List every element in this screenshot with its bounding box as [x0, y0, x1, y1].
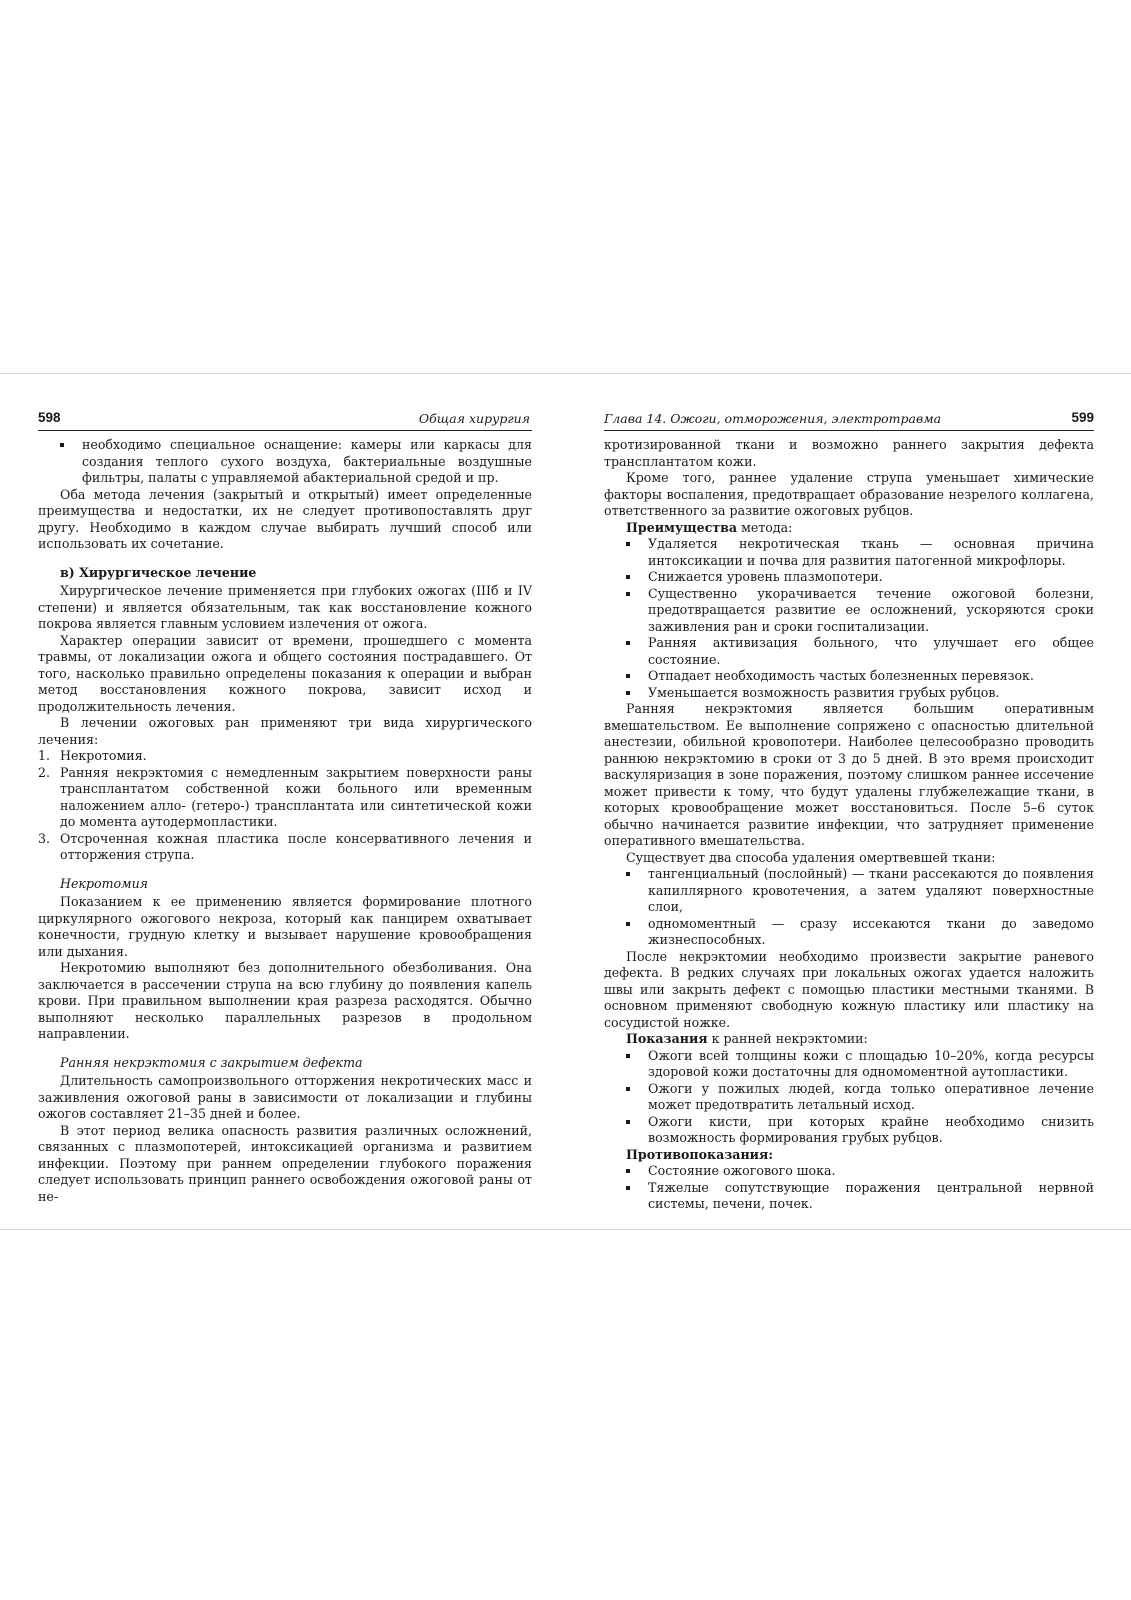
list-item: одномоментный — сразу иссекаются ткани до заведомо жизнеспособных.	[604, 916, 1094, 949]
paragraph: Кроме того, раннее удаление струпа уменьшает химические факторы воспаления, предотвращает образование незрелого коллагена, ответственного за развитие ожоговых рубцов.	[604, 470, 1094, 518]
paragraph: Ранняя некрэктомия является большим оперативным вмешательством. Ее выполнение сопряжено с опасностью длительной анестезии, обильной кровопотери. Наиболее целесообразно проводить раннюю некрэктомию в сроки от 3 до 5 дней. В это время происходит васкуляризация в зоне поражения, поэтому слишком раннее иссечение может привести к тому, что будут удалены глубжележащие ткани, в которых кровообращение может восстановиться. После 5–6 суток обычно начинается развитие инфекции, что затрудняет применение оперативного вмешательства.	[604, 701, 1094, 848]
numbered-item: 1. Некротомия.	[38, 748, 147, 763]
indications-list	[604, 1048, 1094, 1147]
list-item: Уменьшается возможность развития грубых рубцов.	[604, 685, 1094, 702]
right-running-header	[604, 410, 1094, 431]
paragraph: Длительность самопроизвольного отторжения некротических масс и заживления ожоговой раны в зависимости от локализации и глубины ожогов составляет 21–35 дней и более.	[38, 1073, 532, 1121]
numbered-item: 2. Ранняя некрэктомия с немедленным закрытием поверхности раны трансплантатом собственной кожи больного или временным наложением алло- (гетеро-) трансплантата или синтетической кожи до момента аутодермопластики.	[38, 764, 532, 829]
list-item: Ранняя активизация больного, что улучшает его общее состояние.	[604, 635, 1094, 668]
page-number-left: 598	[38, 410, 61, 425]
paragraph: Оба метода лечения (закрытый и открытый) имеет определенные преимущества и недостатки, их не следует противопоставлять друг другу. Необходимо в каждом случае выбирать лучший способ или использовать их сочетание.	[38, 486, 532, 551]
list-item: Удаляется некротическая ткань — основная причина интоксикации и почва для развития патогенной микрофлоры.	[604, 536, 1094, 569]
list-item: Снижается уровень плазмопотери.	[604, 569, 1094, 586]
subsection-heading: Некротомия	[60, 875, 149, 891]
paragraph: После некрэктомии необходимо произвести закрытие раневого дефекта. В редких случаях при локальных ожогах удается наложить швы или закрыть дефект с помощью пластики местными тканями. В основном применяют свободную кожную пластику или пластику на сосудистой ножке.	[604, 948, 1094, 1030]
ways-list	[604, 866, 1094, 949]
running-title-right: Глава 14. Ожоги, отморожения, электротравма	[604, 411, 942, 426]
list-item: Отпадает необходимость частых болезненных перевязок.	[604, 668, 1094, 685]
list-item: Ожоги у пожилых людей, когда только оперативное лечение может предотвратить летальный исход.	[604, 1081, 1094, 1114]
paragraph: Некротомию выполняют без дополнительного обезболивания. Она заключается в рассечении струпа на всю глубину до появления капель крови. При правильном выполнении края разреза расходятся. Обычно выполняют несколько параллельных разрезов в продольном направлении.	[38, 960, 532, 1041]
left-page-text	[38, 437, 532, 1205]
paragraph: Существует два способа удаления омертвевшей ткани:	[626, 849, 996, 865]
list-item: Существенно укорачивается течение ожоговой болезни, предотвращается развитие ее осложнений, ускоряются сроки заживления ран и сроки госпитализации.	[604, 586, 1094, 636]
paragraph: Характер операции зависит от времени, прошедшего с момента травмы, от локализации ожога и общего состояния пострадавшего. От того, насколько правильно определены показания к операции и выбран метод восстановления кожного покрова, зависит исход и продолжительность лечения.	[38, 632, 532, 714]
list-item: Ожоги всей толщины кожи с площадью 10–20%, когда ресурсы здоровой кожи достаточны для одномоментной аутопластики.	[604, 1048, 1094, 1081]
bullet-equipment: необходимо специальное оснащение: камеры или каркасы для создания теплого сухого воздуха, бактериальные воздушные фильтры, палаты с управляемой абактериальной средой и пр.	[38, 437, 532, 487]
numbered-item: 3. Отсроченная кожная пластика после консервативного лечения и отторжения струпа.	[38, 830, 532, 862]
subsection-heading: Ранняя некрэктомия с закрытием дефекта	[60, 1054, 363, 1070]
paragraph: Показанием к ее применению является формирование плотного циркулярного ожогового некроза, который как панцирем охватывает конечности, грудную клетку и вызывает нарушение кровообращения или дыхания.	[38, 894, 532, 959]
list-item: тангенциальный (послойный) — ткани рассекаются до появления капиллярного кровотечения, а затем удаляют поверхностные слои,	[604, 866, 1094, 916]
advantages-list	[604, 536, 1094, 701]
paragraph: В лечении ожоговых ран применяют три вида хирургического лечения:	[38, 715, 532, 747]
paragraph: Хирургическое лечение применяется при глубоких ожогах (IIIб и IV степени) и является обязательным, так как восстановление кожного покрова является главным условием излечения от ожога.	[38, 583, 532, 631]
label-indications: Показания к ранней некрэктомии:	[626, 1031, 868, 1046]
right-page-text	[604, 437, 1094, 1213]
book-spread	[0, 373, 1131, 1230]
left-running-header	[38, 410, 532, 431]
numbered-list	[38, 748, 532, 864]
label-advantages: Преимущества метода:	[626, 519, 793, 535]
running-title-left: Общая хирургия	[418, 411, 530, 426]
page-number-right: 599	[1071, 410, 1094, 425]
contraindications-list	[604, 1163, 1094, 1213]
list-item: Ожоги кисти, при которых крайне необходимо снизить возможность формирования грубых рубцов.	[604, 1114, 1094, 1147]
paragraph: кротизированной ткани и возможно раннего закрытия дефекта трансплантатом кожи.	[604, 437, 1094, 469]
paragraph: В этот период велика опасность развития различных осложнений, связанных с плазмопотерей, интоксикацией организма и развитием инфекции. Поэтому при раннем определении глубокого поражения следует использовать принцип раннего освобождения ожоговой раны от не-	[38, 1122, 532, 1204]
section-heading: в) Хирургическое лечение	[60, 564, 257, 580]
label-contraindications: Противопоказания:	[626, 1146, 773, 1162]
list-item: Состояние ожогового шока.	[604, 1163, 1094, 1180]
list-item: Тяжелые сопутствующие поражения центральной нервной системы, печени, почек.	[604, 1180, 1094, 1213]
